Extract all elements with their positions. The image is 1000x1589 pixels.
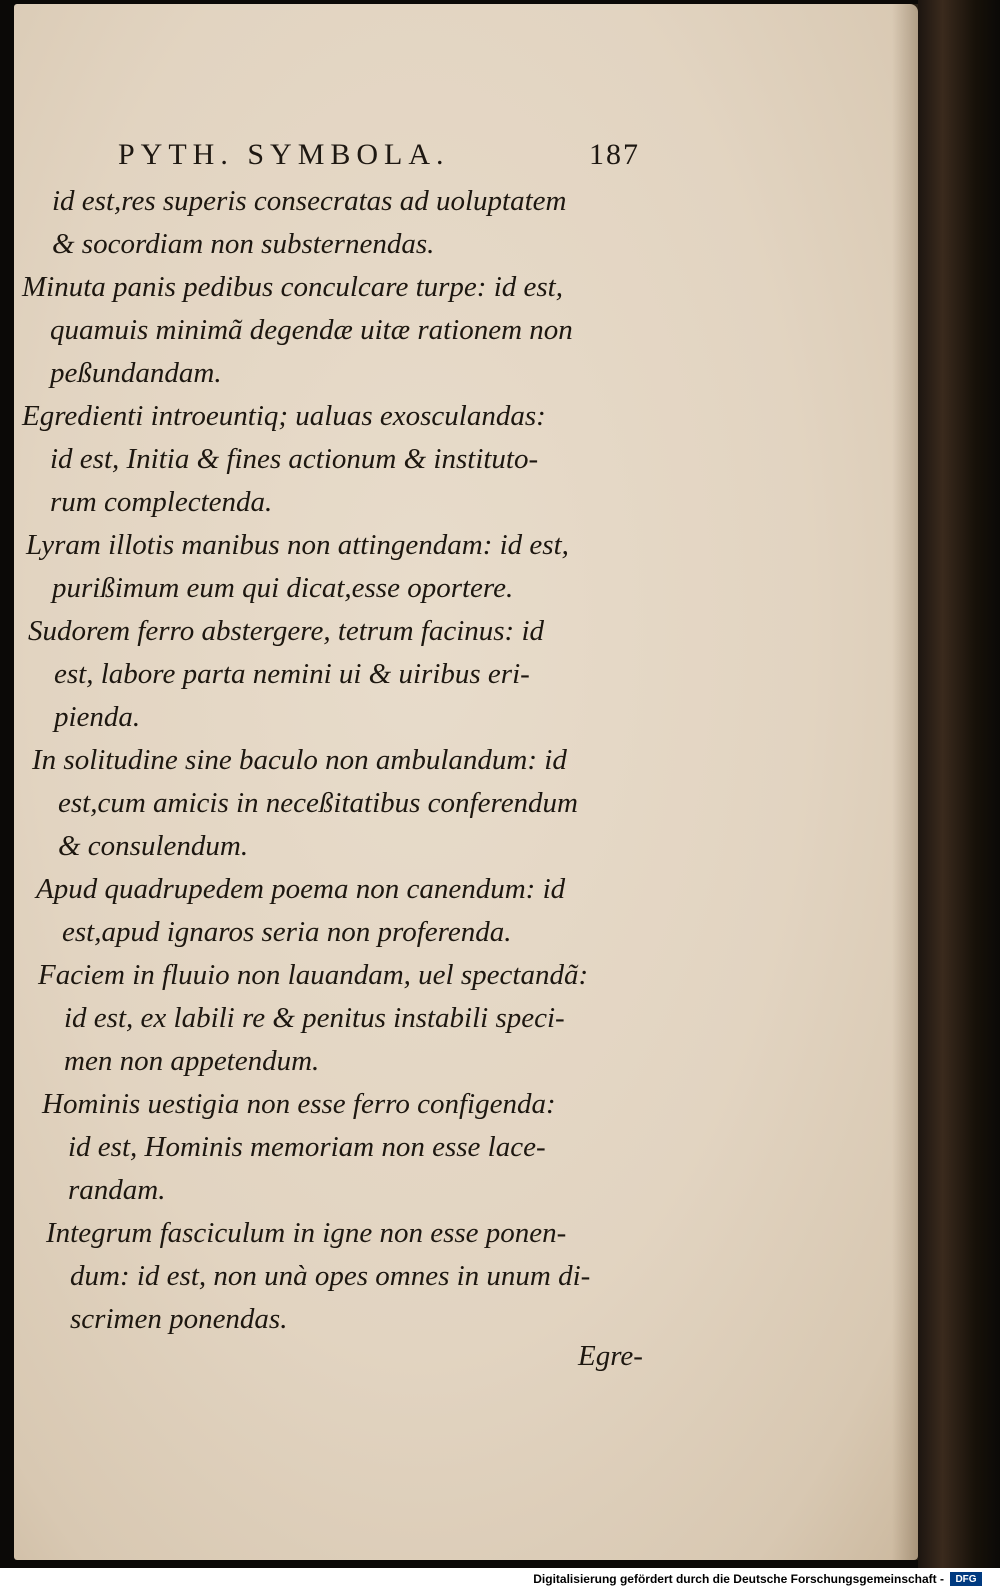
text-line: In solitudine sine baculo non ambulandum: id — [32, 744, 567, 776]
digitization-credit: Digitalisierung gefördert durch die Deutsche Forschungsgemeinschaft - — [533, 1572, 944, 1586]
text-line: men non appetendum. — [64, 1045, 320, 1077]
text-line: Hominis uestigia non esse ferro configenda: — [42, 1088, 556, 1120]
text-line: peßundandam. — [50, 357, 222, 389]
page-number: 187 — [589, 138, 640, 171]
text-line: & socordiam non substernendas. — [52, 228, 435, 260]
text-line: randam. — [68, 1174, 166, 1206]
text-line: pienda. — [54, 701, 141, 733]
text-line: est,apud ignaros seria non proferenda. — [62, 916, 512, 948]
text-line: scrimen ponendas. — [70, 1303, 288, 1335]
text-line: id est, ex labili re & penitus instabili speci- — [64, 1002, 565, 1034]
text-line: rum complectenda. — [50, 486, 273, 518]
text-line: Minuta panis pedibus conculcare turpe: id est, — [22, 271, 563, 303]
text-line: est,cum amicis in neceßitatibus conferendum — [58, 787, 579, 819]
catchword: Egre- — [578, 1340, 643, 1372]
running-head — [90, 138, 660, 178]
text-line: id est, Initia & fines actionum & instituto- — [50, 443, 539, 475]
dfg-logo: DFG — [950, 1572, 982, 1586]
book-spine — [918, 0, 1000, 1568]
text-line: id est, Hominis memoriam non esse lace- — [68, 1131, 546, 1163]
text-line: id est,res superis consecratas ad uoluptatem — [52, 185, 567, 217]
text-line: Integrum fasciculum in igne non esse ponen- — [46, 1217, 567, 1249]
text-line: dum: id est, non unà opes omnes in unum di- — [70, 1260, 591, 1292]
text-line: Faciem in fluuio non lauandam, uel spectandã: — [38, 959, 589, 991]
text-line: quamuis minimã degendæ uitæ rationem non — [50, 314, 573, 346]
text-line: Apud quadrupedem poema non canendum: id — [36, 873, 566, 905]
text-line: & consulendum. — [58, 830, 249, 862]
text-line: Egredienti introeuntiq; ualuas exosculandas: — [22, 400, 546, 432]
running-head-title: PYTH. SYMBOLA. — [118, 138, 450, 171]
text-line: purißimum eum qui dicat,esse oportere. — [52, 572, 514, 604]
text-line: est, labore parta nemini ui & uiribus eri- — [54, 658, 530, 690]
text-line: Lyram illotis manibus non attingendam: id est, — [26, 529, 569, 561]
text-line: Sudorem ferro abstergere, tetrum facinus: id — [28, 615, 545, 647]
